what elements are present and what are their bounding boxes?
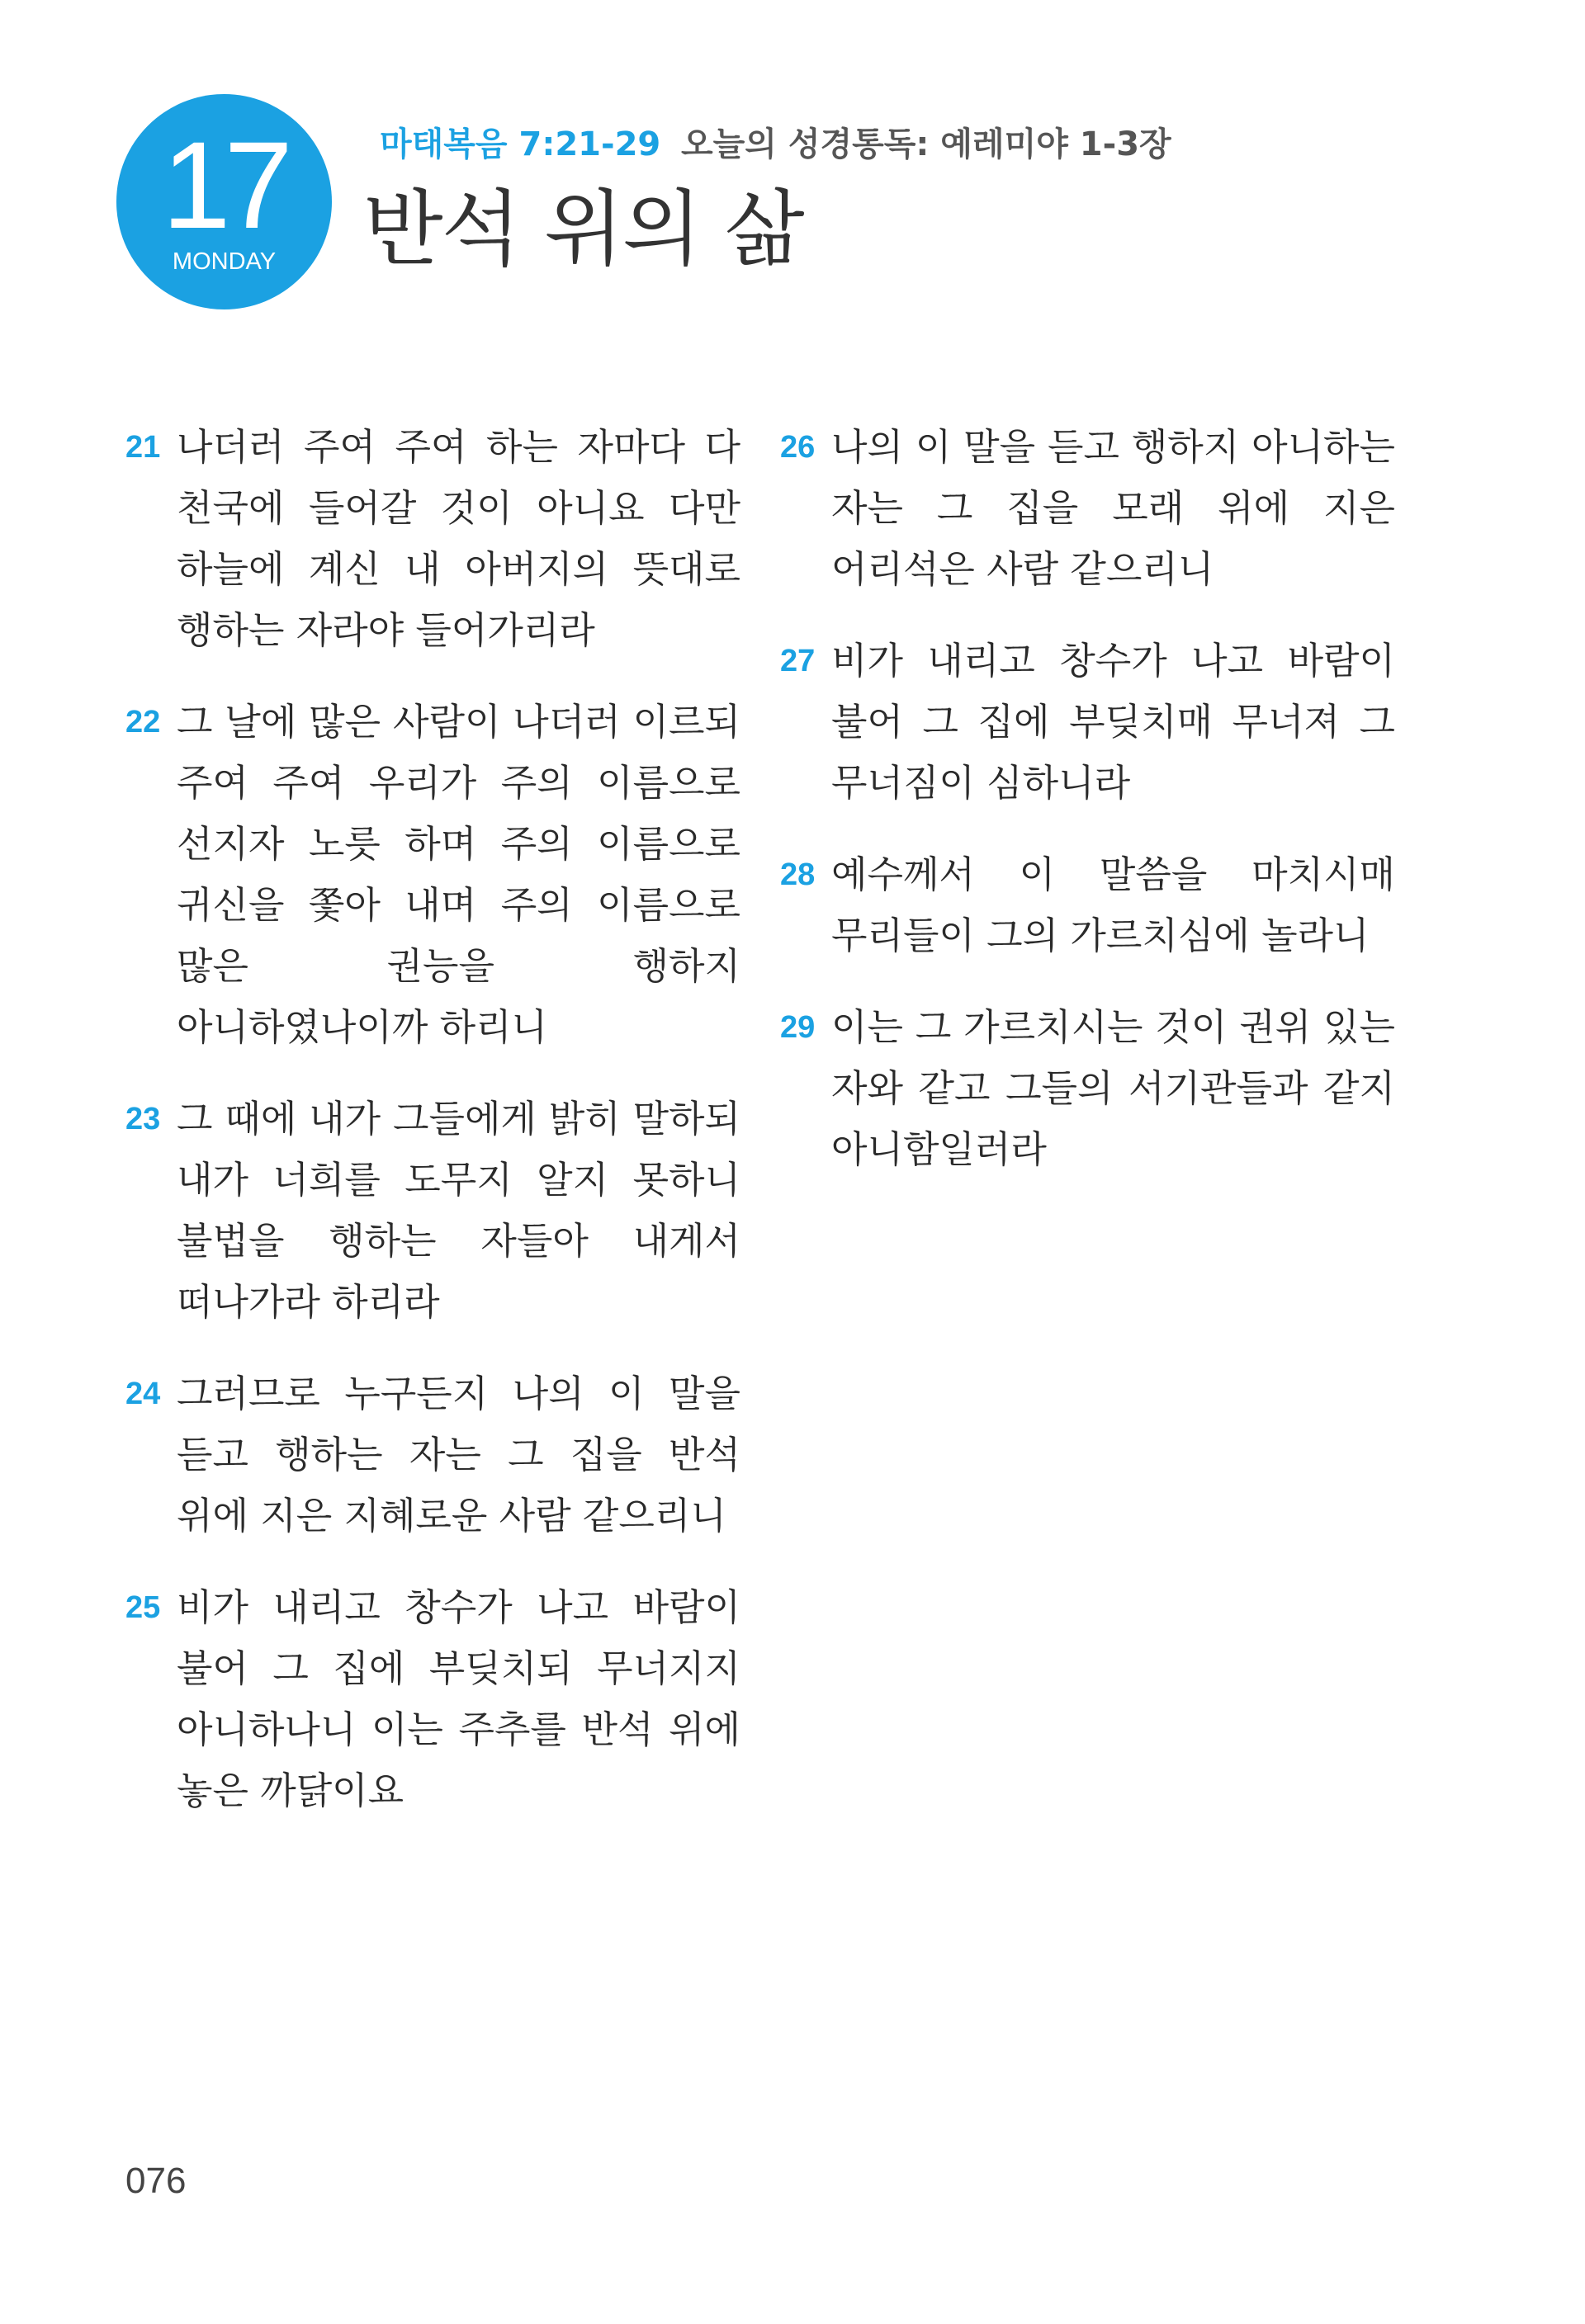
- verse: [125, 1577, 740, 1821]
- verse-number: 23: [125, 1102, 161, 1136]
- verse-number: 24: [125, 1377, 161, 1411]
- page-title: 반석 위의 삶: [363, 181, 803, 277]
- verse-text: 비가 내리고 창수가 나고 바람이 불어 그 집에 부딪치매 무너져 그 무너짐이 심하니라: [831, 639, 1395, 805]
- day-badge: [116, 94, 332, 309]
- verse-text: 나더러 주여 주여 하는 자마다 다 천국에 들어갈 것이 아니요 다만 하늘에 계신 내 아버지의 뜻대로 행하는 자라야 들어가리라: [177, 425, 740, 652]
- verse-number: 21: [125, 430, 161, 465]
- scripture-reference: 마태복음 7:21-29: [380, 125, 661, 163]
- verse: [780, 631, 1395, 814]
- reading-header: [380, 124, 1171, 165]
- verse-text: 나의 이 말을 듣고 행하지 아니하는 자는 그 집을 모래 위에 지은 어리석은 사람 같으리니: [831, 425, 1395, 591]
- verse-number: 22: [125, 705, 161, 739]
- verse-text: 그 때에 내가 그들에게 밝히 말하되 내가 너희를 도무지 알지 못하니 불법을 행하는 자들아 내게서 떠나가라 하리라: [177, 1097, 740, 1324]
- verse-text: 이는 그 가르치시는 것이 권위 있는 자와 같고 그들의 서기관들과 같지 아니함일러라: [831, 1005, 1395, 1171]
- day-number: 17: [162, 116, 286, 254]
- verse: [125, 417, 740, 661]
- verse-number: 25: [125, 1590, 161, 1625]
- day-name: MONDAY: [172, 248, 277, 275]
- verse-number: 29: [780, 1010, 816, 1045]
- daily-reading-label: 오늘의 성경통독: 예레미야 1-3장: [680, 125, 1171, 163]
- verse: [780, 417, 1395, 600]
- verse-text: 예수께서 이 말씀을 마치시매 무리들이 그의 가르치심에 놀라니: [831, 853, 1395, 957]
- verse: [780, 997, 1395, 1180]
- verse-number: 27: [780, 644, 816, 678]
- verse-text: 그러므로 누구든지 나의 이 말을 듣고 행하는 자는 그 집을 반석 위에 지은 지혜로운 사람 같으리니: [177, 1372, 740, 1538]
- verse: [125, 1363, 740, 1547]
- verses-column-right: [780, 417, 1395, 1211]
- verse: [780, 844, 1395, 966]
- page-number: 076: [125, 2161, 187, 2201]
- verse: [125, 1089, 740, 1333]
- verse-number: 26: [780, 430, 816, 465]
- verses-column-left: [125, 417, 740, 1852]
- verse-number: 28: [780, 857, 816, 892]
- verse-text: 그 날에 많은 사람이 나더러 이르되 주여 주여 우리가 주의 이름으로 선지자 노릇 하며 주의 이름으로 귀신을 쫓아 내며 주의 이름으로 많은 권능을 행하지 아니하였나이까 하리니: [177, 700, 740, 1049]
- verse: [125, 692, 740, 1058]
- verse-text: 비가 내리고 창수가 나고 바람이 불어 그 집에 부딪치되 무너지지 아니하나니 이는 주추를 반석 위에 놓은 까닭이요: [177, 1585, 740, 1812]
